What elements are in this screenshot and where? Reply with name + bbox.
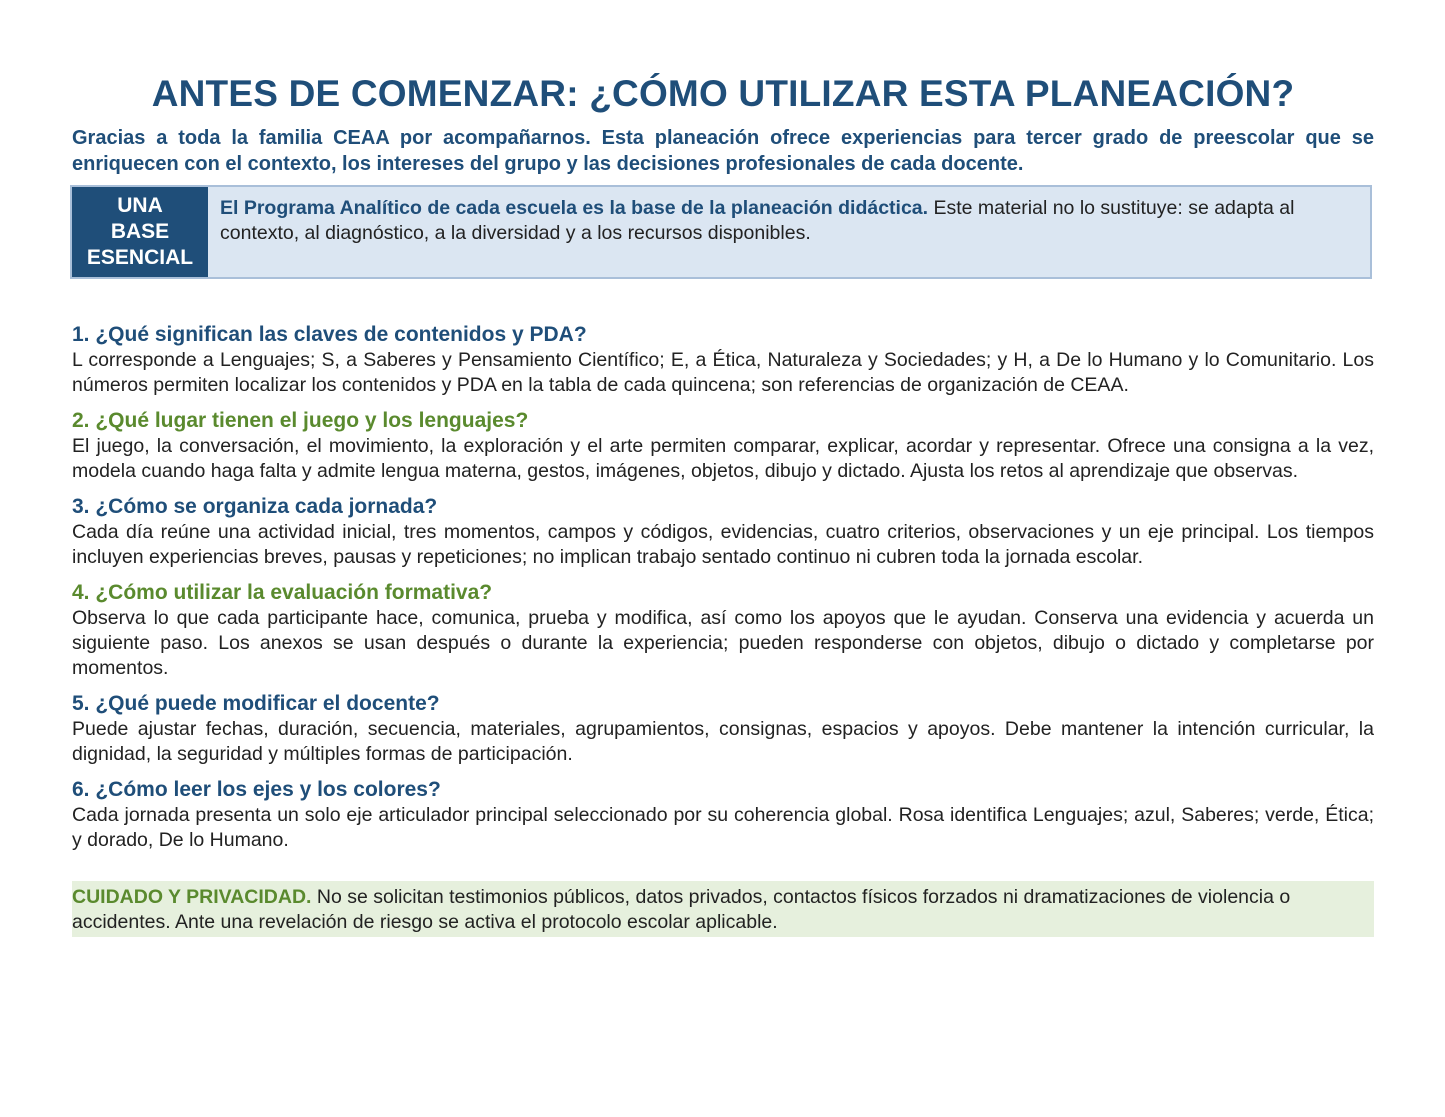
base-label-line: ESENCIAL [86,246,194,269]
faq-item [72,776,1374,853]
base-callout [70,185,1372,279]
care-body-text: No se solicitan testimonios públicos, datos privados, contactos físicos forzados ni dramatizaciones de violencia o accidentes. Ante una revelación de riesgo se activa el protocolo escolar aplicable. [72,886,1291,933]
faq-question: 3. ¿Cómo se organiza cada jornada? [72,495,438,518]
faq-answer: El juego, la conversación, el movimiento, la exploración y el arte permiten comparar, explicar, acordar y representar. Ofrece una consigna a la vez, modela cuando haga falta y admite lengua materna, gestos, imágenes, objetos, dibujo y dictado. Ajusta los retos al aprendizaje que observas. [72,435,1374,482]
faq-answer: Puede ajustar fechas, duración, secuencia, materiales, agrupamientos, consignas, espacios y apoyos. Debe mantener la intención curricular, la dignidad, la seguridad y múltiples formas de participación. [72,718,1374,765]
faq-question: 5. ¿Qué puede modificar el docente? [72,692,440,715]
faq-item [72,407,1374,484]
base-text [208,187,1370,277]
page-title: ANTES DE COMENZAR: ¿CÓMO UTILIZAR ESTA PLANEACIÓN? [151,73,1295,114]
base-strong-text: El Programa Analítico de cada escuela es la base de la planeación didáctica. [220,197,929,219]
faq-item [72,579,1374,681]
base-label [72,187,208,277]
faq-item [72,690,1374,767]
faq-question: 6. ¿Cómo leer los ejes y los colores? [72,778,441,801]
faq-answer: L corresponde a Lenguajes; S, a Saberes y Pensamiento Científico; E, a Ética, Naturaleza y Sociedades; y H, a De lo Humano y lo Comunitario. Los números permiten localizar los contenidos y PDA en la tabla de cada quincena; son referencias de organización de CEAA. [72,349,1374,396]
base-body-text: Este material no lo sustituye: se adapta al contexto, al diagnóstico, a la diversidad y a los recursos disponibles. [220,197,1295,244]
document-page [72,70,1374,937]
faq-question: 1. ¿Qué significan las claves de contenidos y PDA? [72,323,587,346]
base-label-line: BASE [110,220,170,243]
faq-answer: Cada jornada presenta un solo eje articulador principal seleccionado por su coherencia global. Rosa identifica Lenguajes; azul, Saberes; verde, Ética; y dorado, De lo Humano. [72,804,1374,851]
faq-answer: Cada día reúne una actividad inicial, tres momentos, campos y códigos, evidencias, cuatro criterios, observaciones y un eje principal. Los tiempos incluyen experiencias breves, pausas y repeticiones; no implican trabajo sentado continuo ni cubren toda la jornada escolar. [72,521,1374,568]
intro-paragraph: Gracias a toda la familia CEAA por acompañarnos. Esta planeación ofrece experiencias para tercer grado de preescolar que se enriquecen con el contexto, los intereses del grupo y las decisiones profesionales de cada docente. [72,127,1374,175]
faq-answer: Observa lo que cada participante hace, comunica, prueba y modifica, así como los apoyos que le ayudan. Conserva una evidencia y acuerda un siguiente paso. Los anexos se usan después o durante la experiencia; pueden responderse con objetos, dibujo o dictado y completarse por momentos. [72,607,1374,679]
faq-question: 4. ¿Cómo utilizar la evaluación formativa? [72,581,493,604]
faq-item [72,493,1374,570]
care-strong-text: CUIDADO Y PRIVACIDAD. [72,886,312,908]
faq-list [72,321,1374,853]
base-label-line: UNA [117,194,163,217]
care-privacy-note [72,881,1374,937]
faq-question: 2. ¿Qué lugar tienen el juego y los lenguajes? [72,409,529,432]
faq-item [72,321,1374,398]
